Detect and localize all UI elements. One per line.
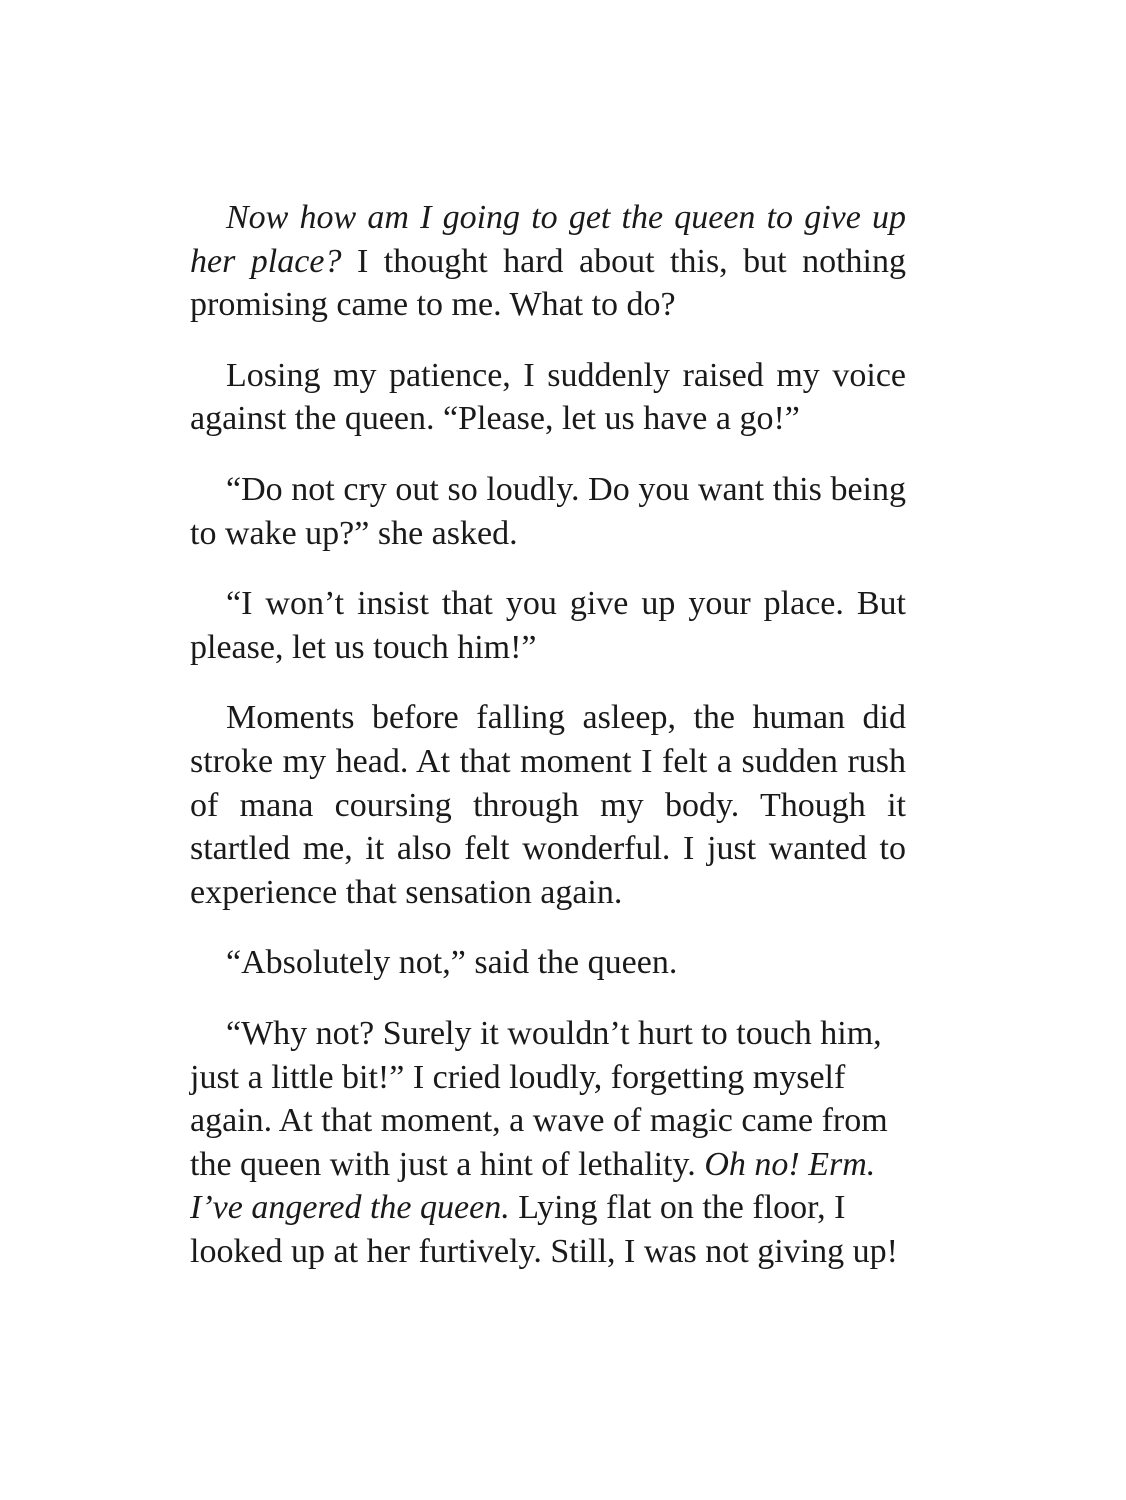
paragraph-2	[190, 354, 906, 441]
paragraph-7	[190, 1012, 906, 1274]
inner-thought: Oh no! Erm. I’ve angered the queen.	[190, 1145, 876, 1227]
paragraph-4	[190, 582, 906, 669]
narration-text: Moments before falling asleep, the human did stroke my head. At that moment I felt a sudden rush of mana coursing through my body. Though it startled me, it also felt wonderful. I just wanted to experience that sensation again.	[190, 699, 906, 911]
narration-text: I thought hard about this, but nothing promising came to me. What to do?	[190, 242, 906, 324]
dialogue-text: “Do not cry out so loudly. Do you want this being to wake up?” she asked.	[190, 470, 906, 552]
narration-text: Lying flat on the floor, I looked up at her furtively. Still, I was not giving up!	[190, 1189, 898, 1270]
narration-text: Losing my patience, I suddenly raised my voice against the queen. “Please, let us have a go!”	[190, 356, 906, 438]
dialogue-text: “Why not? Surely it wouldn’t hurt to touch him, just a little bit!” I cried loudly, forgetting myself again. At that moment, a wave of magic came from the queen with just a hint of lethality.	[190, 1014, 888, 1183]
paragraph-3	[190, 468, 906, 555]
dialogue-text: “Absolutely not,” said the queen.	[226, 944, 678, 982]
paragraph-1	[190, 196, 906, 327]
paragraph-6	[190, 941, 906, 985]
dialogue-text: “I won’t insist that you give up your place. But please, let us touch him!”	[190, 585, 906, 666]
inner-thought: Now how am I going to get the queen to give up her place?	[190, 199, 906, 280]
paragraph-5	[190, 696, 906, 914]
book-page	[190, 196, 906, 1300]
